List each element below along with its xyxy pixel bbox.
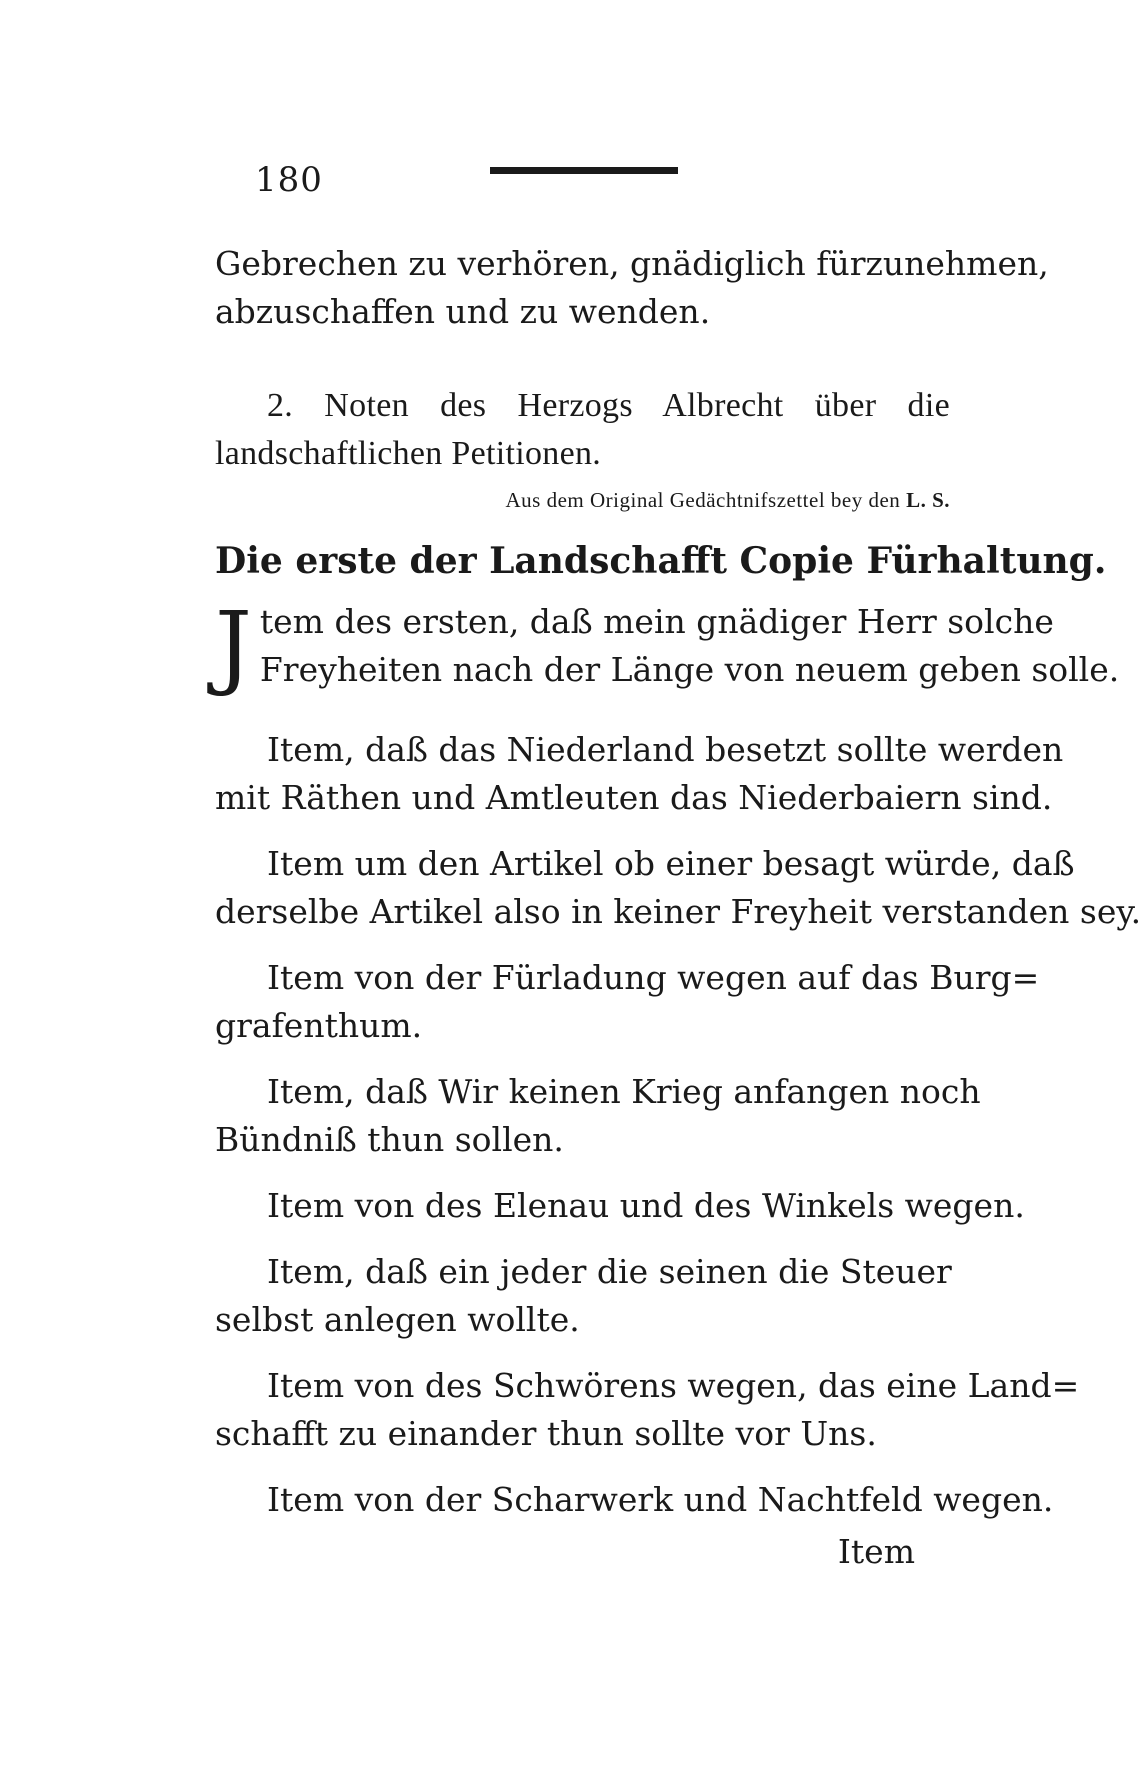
drop-cap: J — [215, 592, 252, 699]
list-item — [215, 840, 1141, 936]
text-line: Gebrechen zu verhören, gnädiglich fürzunehmen, — [215, 244, 1049, 283]
text-line: Item von des Elenau und des Winkels wegen. — [267, 1186, 1025, 1225]
list-item — [215, 1248, 950, 1344]
section-heading-line: 2. Noten des Herzogs Albrecht über die — [267, 387, 950, 424]
text-line: tem des ersten, daß mein gnädiger Herr solche — [259, 602, 1054, 641]
section-heading — [215, 382, 950, 478]
text-line: Item, daß das Niederland besetzt sollte werden — [267, 730, 1064, 769]
text-line: Item von der Scharwerk und Nachtfeld wegen. — [267, 1480, 1054, 1519]
section-heading-line: landschaftlichen Petitionen. — [215, 435, 602, 472]
header-rule — [490, 167, 678, 174]
source-note — [215, 488, 950, 513]
text-line: grafenthum. — [215, 1006, 423, 1045]
text-line: Item von der Fürladung wegen auf das Burg= — [267, 958, 1040, 997]
text-line: Item, daß Wir keinen Krieg anfangen noch — [267, 1072, 981, 1111]
list-item — [215, 1476, 1054, 1524]
source-note-text: Aus dem Original Gedächtnifszettel bey den — [505, 488, 901, 512]
text-line: mit Räthen und Amtleuten das Niederbaiern sind. — [215, 778, 1053, 817]
text-line: Freyheiten nach der Länge von neuem geben solle. — [259, 650, 1120, 689]
document-heading: Die erste der Landschafft Copie Fürhaltung. — [215, 540, 1107, 582]
text-line: Item, daß ein jeder die seinen die Steuer — [267, 1252, 952, 1291]
text-line: derselbe Artikel also in keiner Freyheit verstanden sey. — [215, 892, 1141, 931]
item-list — [215, 726, 1141, 1542]
catchword: Item — [837, 1532, 915, 1571]
list-item — [215, 726, 1064, 822]
text-line: Item von des Schwörens wegen, das eine Land= — [267, 1366, 1080, 1405]
text-line: schafft zu einander thun sollte vor Uns. — [215, 1414, 877, 1453]
text-line: Item um den Artikel ob einer besagt würde, daß — [267, 844, 1075, 883]
page-number: 180 — [255, 160, 323, 200]
text-line: Bündniß thun sollen. — [215, 1120, 564, 1159]
source-abbrev: L. S. — [906, 488, 950, 512]
first-item — [215, 592, 1120, 699]
text-line: abzuschaffen und zu wenden. — [215, 292, 711, 331]
intro-paragraph — [215, 240, 1049, 336]
list-item — [215, 1068, 981, 1164]
text-line: selbst anlegen wollte. — [215, 1300, 580, 1339]
list-item — [215, 1362, 1080, 1458]
list-item — [215, 954, 1040, 1050]
list-item — [215, 1182, 1025, 1230]
